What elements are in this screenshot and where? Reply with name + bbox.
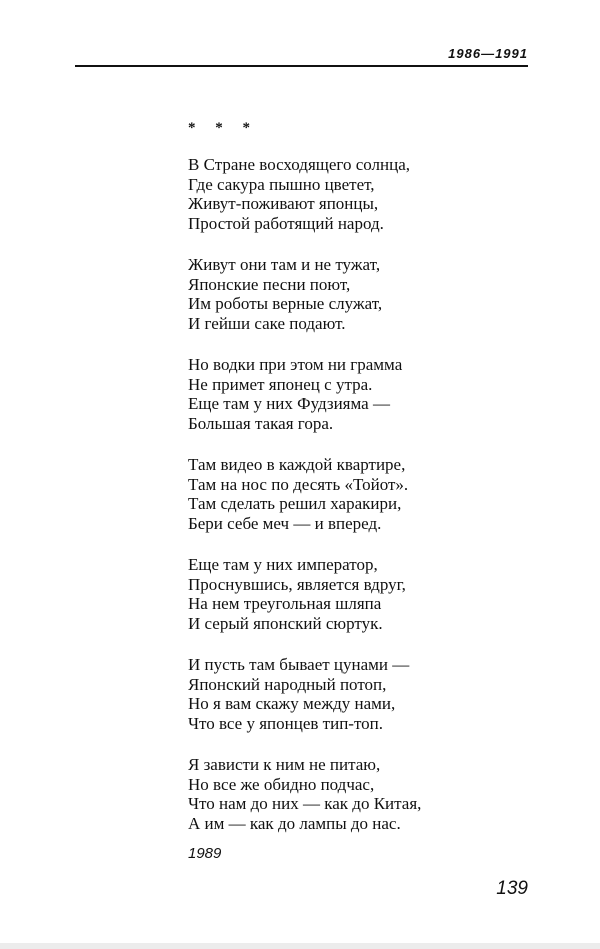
poem-line: И серый японский сюртук.	[188, 613, 383, 633]
stanza	[188, 755, 421, 833]
poem-line: На нем треугольная шляпа	[188, 594, 382, 613]
poem-line: Не примет японец с утра.	[188, 374, 373, 394]
poem-line: Живут они там и не тужат,	[188, 255, 381, 274]
poem	[188, 120, 421, 855]
poem-line: Но водки при этом ни грамма	[188, 355, 403, 374]
stanza	[188, 355, 421, 433]
stanza	[188, 655, 421, 733]
poem-date: 1989	[188, 845, 222, 862]
page-bottom-edge	[0, 943, 600, 949]
poem-line: Но я вам скажу между нами,	[188, 694, 396, 713]
poem-line: Что нам до них — как до Китая,	[188, 794, 422, 813]
poem-line: Еще там у них Фудзияма —	[188, 394, 390, 413]
poem-line: Там на нос по десять «Тойот».	[188, 474, 409, 494]
running-head-years: 1986—1991	[448, 46, 528, 61]
poem-line: Большая такая гора.	[188, 413, 334, 433]
poem-line: Где сакура пышно цветет,	[188, 174, 375, 194]
stanza	[188, 155, 421, 233]
poem-line: Живут-поживают японцы,	[188, 194, 379, 213]
poem-line: Я зависти к ним не питаю,	[188, 755, 381, 774]
poem-line: Бери себе меч — и вперед.	[188, 513, 382, 533]
poem-line: Что все у японцев тип-топ.	[188, 713, 384, 733]
poem-line: Еще там у них император,	[188, 555, 378, 574]
page-number: 139	[496, 878, 528, 899]
stanza	[188, 255, 421, 333]
poem-line: Японский народный потоп,	[188, 674, 387, 694]
poem-line: Простой работящий народ.	[188, 213, 384, 233]
poem-line: В Стране восходящего солнца,	[188, 155, 410, 174]
poem-line: Проснувшись, является вдруг,	[188, 574, 406, 594]
stanza	[188, 555, 421, 633]
poem-line: Им роботы верные служат,	[188, 294, 383, 313]
poem-line: А им — как до лампы до нас.	[188, 813, 401, 833]
poem-line: Но все же обидно подчас,	[188, 774, 375, 794]
poem-line: Там сделать решил харакири,	[188, 494, 402, 513]
stanza	[188, 455, 421, 533]
header-rule	[75, 65, 528, 67]
poem-line: Там видео в каждой квартире,	[188, 455, 406, 474]
poem-line: Японские песни поют,	[188, 274, 351, 294]
poem-line: И пусть там бывает цунами —	[188, 655, 410, 674]
poem-separator: * * *	[188, 120, 258, 136]
poem-line: И гейши саке подают.	[188, 313, 346, 333]
